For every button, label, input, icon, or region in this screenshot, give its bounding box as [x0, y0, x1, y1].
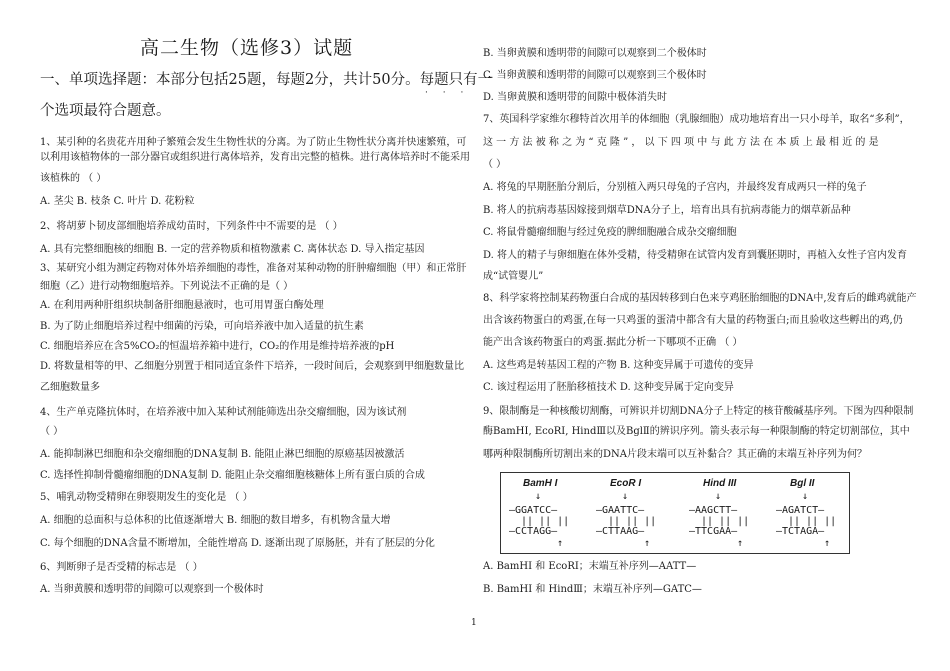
cut-arrow-down-icon: ↓: [622, 491, 629, 502]
cut-arrow-down-icon: ↓: [802, 491, 809, 502]
left-text-line: A. 能抑制淋巴细胞和杂交瘤细胞的DNA复制 B. 能阻止淋巴细胞的原癌基因被激活: [40, 449, 405, 460]
left-text-line: 1、某引种的名贵花卉用种子繁殖会发生生物性状的分离。为了防止生物性状分离并快速繁殖，可: [40, 137, 467, 148]
top-strand-sequence: —GAATTC—: [596, 505, 645, 516]
left-text-line: （ ）: [40, 426, 64, 437]
base-pair-bonds: || || ||: [608, 516, 657, 527]
right-text-line: B. 当卵黄膜和透明带的间隙可以观察到二个极体时: [483, 48, 707, 59]
answer-option-line: B. BamHⅠ 和 HindⅢ；末端互补序列—GATC—: [483, 584, 702, 595]
right-text-line: 7、英国科学家维尔穆特首次用羊的体细胞（乳腺细胞）成功地培育出一只小母羊，取名“多利”，: [483, 114, 910, 125]
cut-arrow-up-icon: ↑: [824, 538, 831, 549]
page-number: 1: [471, 618, 477, 628]
right-text-line: C. 将鼠骨髓瘤细胞与经过免疫的脾细胞融合成杂交瘤细胞: [483, 227, 737, 238]
cut-arrow-down-icon: ↓: [535, 491, 542, 502]
emphasis-dots: · · ·: [425, 88, 470, 98]
right-text-line: （ ）: [483, 159, 507, 170]
left-text-line: A. 细胞的总面积与总体积的比值逐渐增大 B. 细胞的数目增多，有机物含量大增: [40, 515, 391, 526]
right-text-line: 能产出含该药物蛋白的鸡蛋.据此分析一下哪项不正确 （ ）: [483, 337, 743, 348]
right-text-line: 这 一 方 法 被 称 之 为 “ 克 隆 ” ， 以 下 四 项 中 与 此 方 法 在 本 质 上 最 相 近 的 是: [483, 137, 879, 148]
page-title: 高二生物（选修3）试题: [140, 37, 354, 59]
cut-arrow-down-icon: ↓: [715, 491, 722, 502]
right-text-line: C. 该过程运用了胚胎移植技术 D. 这种变异属于定向变异: [483, 382, 734, 393]
restriction-enzyme-figure: [500, 472, 850, 554]
top-strand-sequence: —AGATCT—: [776, 505, 825, 516]
right-text-line: D. 将人的精子与卵细胞在体外受精，待受精卵在试管内发育到囊胚期时，再植入女性子宫内发育: [483, 250, 908, 261]
left-text-line: A. 当卵黄膜和透明带的间隙可以观察到一个极体时: [40, 584, 264, 595]
bottom-strand-sequence: —TTCGAA—: [689, 526, 738, 537]
left-text-line: 细胞（乙）进行动物细胞培养。下列说法不正确的是（ ）: [40, 281, 294, 292]
right-text-line: 成“试管婴儿”: [483, 271, 544, 282]
left-text-line: 5、哺乳动物受精卵在卵裂期发生的变化是 （ ）: [40, 492, 253, 503]
section-heading-line2: 个选项最符合题意。: [40, 103, 171, 119]
left-text-line: C. 细胞培养应在含5%CO₂的恒温培养箱中进行，CO₂的作用是维持培养液的pH: [40, 341, 395, 352]
right-text-line: C. 当卵黄膜和透明带的间隙可以观察到三个极体时: [483, 70, 707, 81]
right-text-line: 9、限制酶是一种核酸切割酶，可辨识并切割DNA分子上特定的核苷酸碱基序列。下图为四种限制: [483, 406, 914, 417]
right-text-line: 酶BamHⅠ, EcoRⅠ, HindⅢ以及BglⅡ的辨识序列。箭头表示每一种限制酶的特定切割部位，其中: [483, 426, 910, 437]
enzyme-name: Hind III: [703, 478, 737, 489]
left-text-line: C. 选择性抑制骨髓瘤细胞的DNA复制 D. 能阻止杂交瘤细胞核糖体上所有蛋白质的合成: [40, 470, 425, 481]
left-text-line: A. 茎尖 B. 枝条 C. 叶片 D. 花粉粒: [40, 196, 195, 207]
answer-option-line: A. BamHⅠ 和 EcoRⅠ；末端互补序列—AATT—: [483, 561, 697, 572]
right-text-line: D. 当卵黄膜和透明带的间隙中极体消失时: [483, 92, 668, 103]
left-text-line: A. 具有完整细胞核的细胞 B. 一定的营养物质和植物激素 C. 离体状态 D. 导入指定基因: [40, 244, 425, 255]
base-pair-bonds: || || ||: [521, 516, 570, 527]
base-pair-bonds: || || ||: [788, 516, 837, 527]
right-text-line: 8、科学家将控制某药物蛋白合成的基因转移到白色来亨鸡胚胎细胞的DNA中,发育后的雌鸡就能产: [483, 293, 917, 304]
right-text-line: B. 将人的抗病毒基因嫁接到烟草DNA分子上，培育出具有抗病毒能力的烟草新品种: [483, 205, 851, 216]
enzyme-name: EcoR I: [610, 478, 642, 489]
top-strand-sequence: —AAGCTT—: [689, 505, 738, 516]
enzyme-name: BamH I: [523, 478, 558, 489]
right-text-line: A. 将兔的早期胚胎分割后，分别植入两只母兔的子宫内，并最终发育成两只一样的兔子: [483, 182, 867, 193]
left-text-line: B. 为了防止细胞培养过程中细菌的污染，可向培养液中加入适量的抗生素: [40, 321, 364, 332]
cut-arrow-up-icon: ↑: [737, 538, 744, 549]
top-strand-sequence: —GGATCC—: [509, 505, 558, 516]
left-text-line: 2、将胡萝卜韧皮部细胞培养成幼苗时，下列条件中不需要的是 （ ）: [40, 221, 343, 232]
bottom-strand-sequence: —CCTAGG—: [509, 526, 558, 537]
cut-arrow-up-icon: ↑: [557, 538, 564, 549]
left-text-line: 乙细胞数量多: [40, 382, 100, 393]
left-text-line: D. 将数量相等的甲、乙细胞分别置于相同适宜条件下培养，一段时间后，会观察到甲细胞数量比: [40, 361, 465, 372]
cut-arrow-up-icon: ↑: [644, 538, 651, 549]
right-text-line: 哪两种限制酶所切割出来的DNA片段末端可以互补黏合？其正确的末端互补序列为何？: [483, 449, 867, 460]
enzyme-name: Bgl II: [790, 478, 815, 489]
section-heading-line1: 一、单项选择题：本部分包括25题，每题2分，共计50分。每题只有一: [40, 72, 493, 88]
base-pair-bonds: || || ||: [701, 516, 750, 527]
right-text-line: A. 这些鸡是转基因工程的产物 B. 这种变异属于可遗传的变异: [483, 360, 754, 371]
bottom-strand-sequence: —TCTAGA—: [776, 526, 825, 537]
bottom-strand-sequence: —CTTAAG—: [596, 526, 645, 537]
left-text-line: 6、判断卵子是否受精的标志是 （ ）: [40, 562, 203, 573]
left-text-line: 该植株的 （ ）: [40, 173, 107, 184]
left-text-line: A. 在利用两种肝组织块制备肝细胞悬液时，也可用胃蛋白酶处理: [40, 300, 324, 311]
right-text-line: 出含该药物蛋白的鸡蛋,在每一只鸡蛋的蛋清中都含有大量的药物蛋白;而且验收这些孵出的鸡,仍: [483, 315, 903, 326]
left-text-line: 以利用该植物体的一部分器官或组织进行离体培养，发育出完整的植株。进行离体培养时不能采用: [40, 152, 470, 163]
left-text-line: C. 每个细胞的DNA含量不断增加，全能性增高 D. 逐渐出现了原肠胚，并有了胚层的分化: [40, 538, 435, 549]
left-text-line: 3、某研究小组为测定药物对体外培养细胞的毒性，准备对某种动物的肝肿瘤细胞（甲）和正常肝: [40, 263, 467, 274]
left-text-line: 4、生产单克隆抗体时，在培养液中加入某种试剂能筛选出杂交瘤细胞，因为该试剂: [40, 407, 407, 418]
